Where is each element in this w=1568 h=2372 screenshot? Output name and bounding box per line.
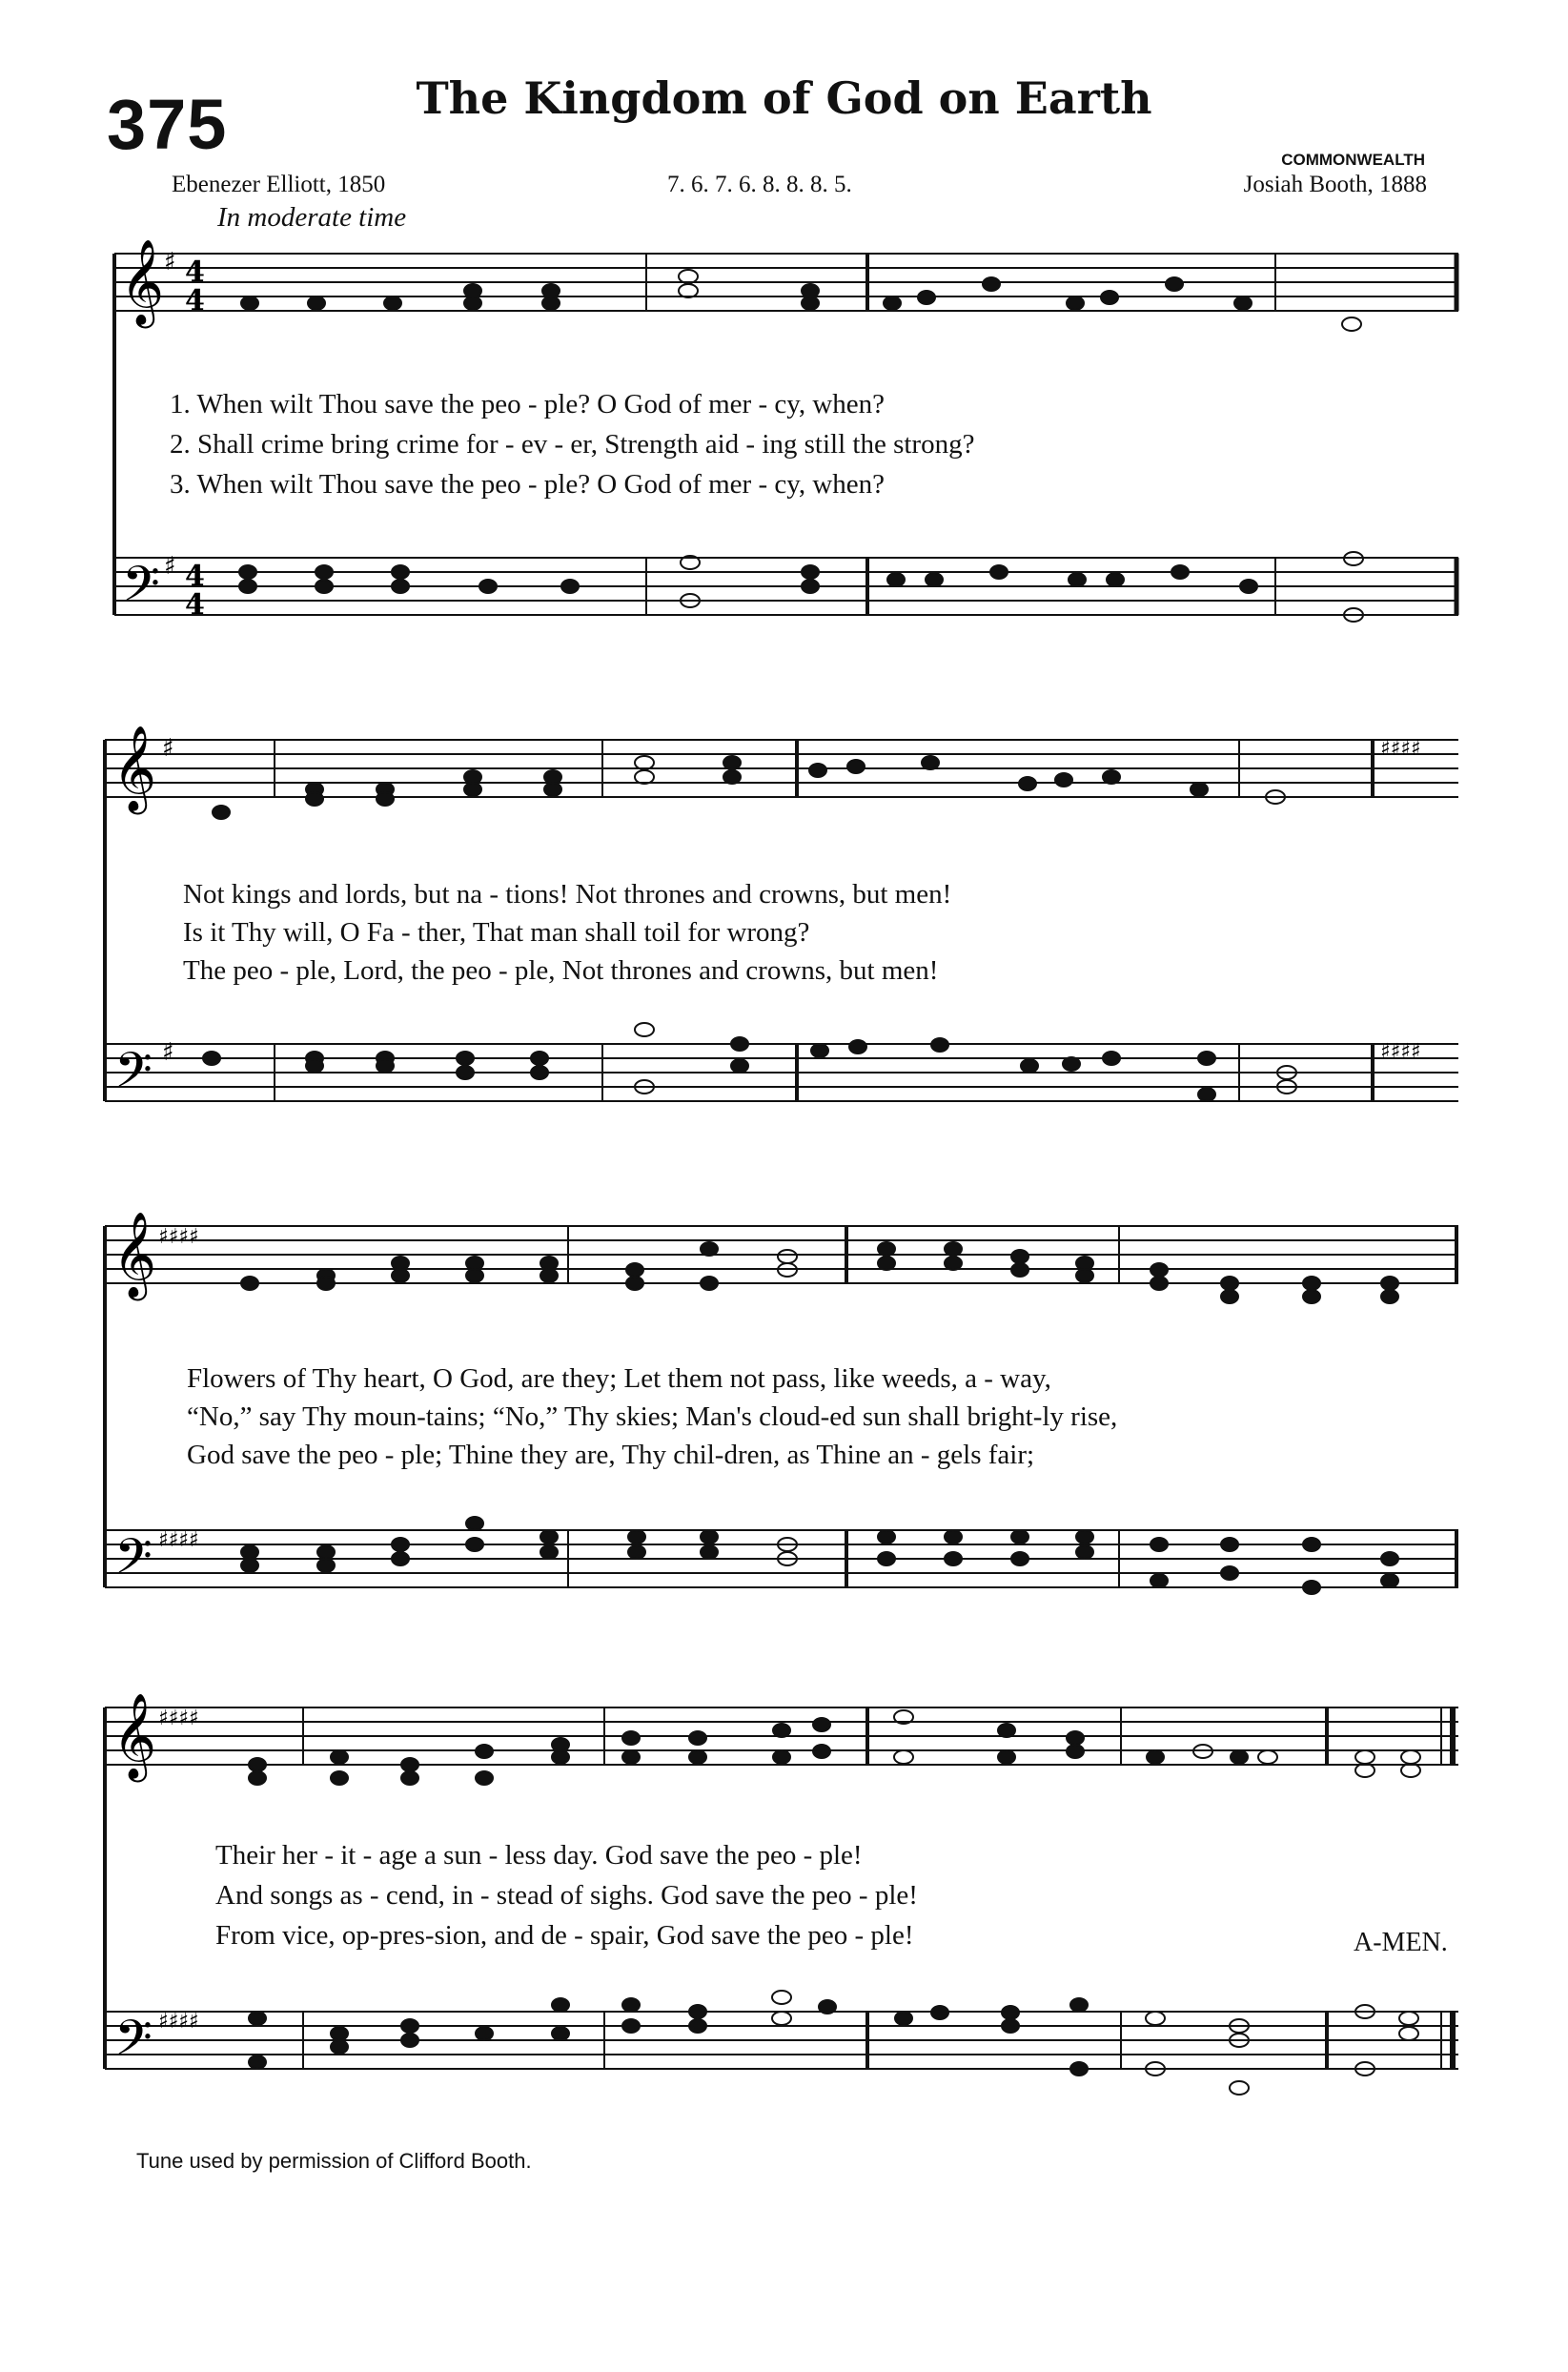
system-4-verse-1: Their her - it - age a sun - less day. God save the peo - ple! — [215, 1840, 863, 1871]
svg-text:𝄢: 𝄢 — [114, 2009, 153, 2078]
system-3-verse-2: “No,” say Thy moun-tains; “No,” Thy skies; Man's cloud-ed sun shall bright-ly rise, — [187, 1401, 1118, 1432]
svg-text:♯♯♯♯: ♯♯♯♯ — [158, 1528, 199, 1552]
system-4-verse-2: And songs as - cend, in - stead of sighs. God save the peo - ple! — [215, 1880, 918, 1911]
svg-text:4: 4 — [185, 588, 205, 622]
hymn-number: 375 — [107, 85, 228, 164]
svg-text:𝄞: 𝄞 — [112, 1212, 157, 1298]
svg-text:𝄞: 𝄞 — [112, 1693, 157, 1779]
system-2-verse-3: The peo - ple, Lord, the peo - ple, Not thrones and crowns, but men! — [183, 955, 939, 986]
tempo-marking: In moderate time — [217, 202, 407, 233]
permission-footnote: Tune used by permission of Clifford Booth. — [136, 2149, 532, 2173]
system-2-verse-2: Is it Thy will, O Fa - ther, That man shall toil for wrong? — [183, 917, 810, 948]
svg-text:♯♯♯♯: ♯♯♯♯ — [158, 1707, 199, 1730]
system-1-verse-3: 3. When wilt Thou save the peo - ple? O God of mer - cy, when? — [170, 469, 886, 500]
svg-text:♯: ♯ — [162, 734, 174, 763]
svg-text:𝄢: 𝄢 — [114, 1041, 153, 1111]
svg-text:♯♯♯♯: ♯♯♯♯ — [158, 2010, 199, 2034]
svg-text:♯: ♯ — [164, 248, 176, 276]
svg-text:4: 4 — [185, 560, 205, 593]
svg-text:♯♯♯♯: ♯♯♯♯ — [1380, 737, 1421, 761]
system-1-verse-1: 1. When wilt Thou save the peo - ple? O God of mer - cy, when? — [170, 389, 886, 419]
composer-credit: Josiah Booth, 1888 — [1243, 172, 1427, 197]
svg-text:𝄢: 𝄢 — [114, 1527, 153, 1597]
svg-text:4: 4 — [185, 256, 205, 289]
svg-text:𝄢: 𝄢 — [122, 555, 160, 624]
svg-text:♯♯♯♯: ♯♯♯♯ — [1380, 1040, 1421, 1064]
svg-text:♯: ♯ — [164, 552, 176, 581]
svg-text:𝄞: 𝄞 — [120, 239, 165, 325]
meter: 7. 6. 7. 6. 8. 8. 8. 5. — [667, 172, 852, 197]
system-3-verse-3: God save the peo - ple; Thine they are, Thy chil-dren, as Thine an - gels fair; — [187, 1440, 1035, 1470]
svg-text:♯♯♯♯: ♯♯♯♯ — [158, 1225, 199, 1249]
author-credit: Ebenezer Elliott, 1850 — [172, 172, 386, 197]
system-4-verse-3: From vice, op-pres-sion, and de - spair, God save the peo - ple! — [215, 1920, 914, 1951]
tune-name: COMMONWEALTH — [1281, 151, 1425, 169]
system-2-verse-1: Not kings and lords, but na - tions! Not thrones and crowns, but men! — [183, 879, 952, 910]
svg-text:4: 4 — [185, 284, 205, 317]
system-3-verse-1: Flowers of Thy heart, O God, are they; Let them not pass, like weeds, a - way, — [187, 1363, 1051, 1394]
hymn-title: The Kingdom of God on Earth — [416, 72, 1152, 124]
amen: A-MEN. — [1354, 1928, 1448, 1957]
music-system-4 — [0, 1692, 1568, 2131]
svg-text:𝄞: 𝄞 — [112, 726, 157, 811]
svg-text:♯: ♯ — [162, 1038, 174, 1067]
system-1-verse-2: 2. Shall crime bring crime for - ev - er, Strength aid - ing still the strong? — [170, 429, 975, 460]
